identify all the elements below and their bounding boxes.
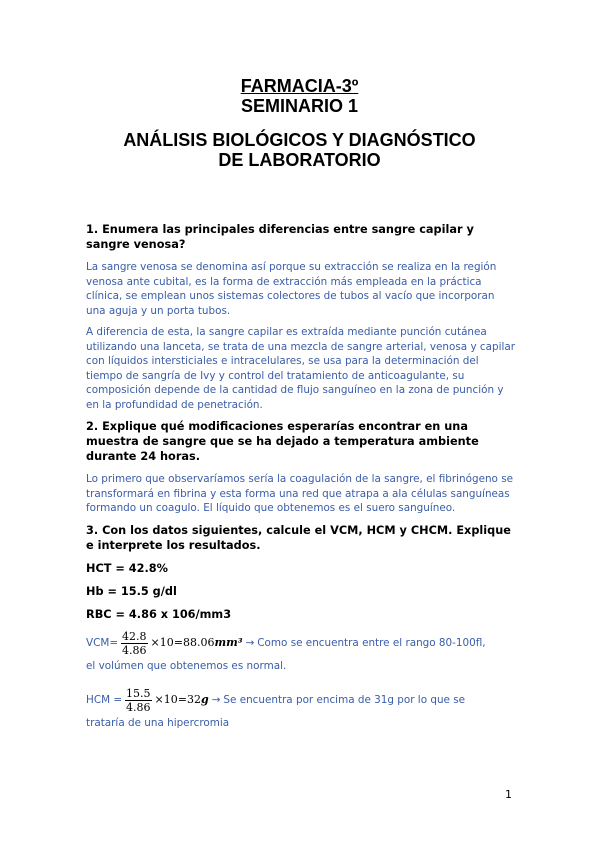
hct-value: HCT = 42.8% — [86, 561, 168, 575]
answer-1-paragraph-1: La sangre venosa se denomina así porque su extracción se realiza en la región venosa ante cubital, es la forma de extracción más empleada en la práctica clínica, se emplean unos sistemas colectores de tubos al vacío que incorporan una aguja y un porta tubos. — [86, 261, 497, 317]
document-title-block — [0, 76, 599, 170]
vcm-equation — [86, 630, 516, 657]
hcm-denominator: 4.86 — [126, 700, 151, 714]
course-title: FARMACIA-3º — [240, 76, 359, 96]
hcm-interpretation-continuation: trataría de una hipercromia — [86, 716, 230, 729]
answer-2: Lo primero que observaríamos sería la coagulación de la sangre, el fibrinógeno se transformará en fibrina y esta forma una red que atrapa a ala células sanguíneas formando un coagulo. El líquido que obtenemos es el suero sanguíneo. — [86, 473, 514, 514]
hcm-result: ×10=32 — [154, 693, 201, 706]
vcm-unit: mm³ — [214, 636, 243, 649]
hcm-fraction — [125, 687, 152, 714]
vcm-numerator: 42.8 — [122, 629, 147, 643]
hcm-interpretation: Se encuentra por encima de 31g por lo que se — [223, 694, 466, 706]
hcm-equation — [86, 687, 516, 714]
vcm-result: ×10=88.06 — [150, 636, 215, 649]
question-1: 1. Enumera las principales diferencias entre sangre capilar y sangre venosa? — [86, 223, 474, 251]
hcm-unit: g — [200, 693, 209, 706]
vcm-interpretation: Como se encuentra entre el rango 80-100fl, — [257, 637, 486, 649]
vcm-denominator: 4.86 — [122, 643, 147, 657]
arrow-right-icon: → — [245, 637, 255, 649]
document-body — [86, 222, 516, 744]
rbc-value: RBC = 4.86 x 106/mm3 — [86, 607, 232, 621]
question-2: 2. Explique qué modificaciones esperarías encontrar en una muestra de sangre que se ha dejado a temperatura ambiente durante 24 horas. — [86, 420, 479, 463]
vcm-label: VCM= — [86, 637, 119, 649]
topic-title-line-1: ANÁLISIS BIOLÓGICOS Y DIAGNÓSTICO — [123, 130, 476, 150]
page-number: 1 — [505, 788, 512, 801]
answer-1-paragraph-2: A diferencia de esta, la sangre capilar es extraída mediante punción cutánea utilizando una lanceta, se trata de una mezcla de sangre arterial, venosa y capilar con líquidos intersticiales e intracelulares, se usa para la determinación del tiempo de sangría de Ivy y control del tratamiento de anticoagulante, su composición depende de la cantidad de flujo sanguíneo en la zona de punción y en la profundidad de penetración. — [86, 326, 515, 411]
seminar-title: SEMINARIO 1 — [240, 96, 359, 116]
hcm-numerator: 15.5 — [126, 686, 151, 700]
question-3: 3. Con los datos siguientes, calcule el VCM, HCM y CHCM. Explique e interprete los resultados. — [86, 523, 511, 552]
topic-title-line-2: DE LABORATORIO — [218, 150, 381, 170]
hcm-label: HCM = — [86, 694, 123, 706]
hb-value: Hb = 15.5 g/dl — [86, 584, 177, 598]
vcm-interpretation-continuation: el volúmen que obtenemos es normal. — [86, 659, 287, 672]
arrow-right-icon: → — [211, 694, 221, 706]
vcm-fraction — [121, 630, 148, 657]
